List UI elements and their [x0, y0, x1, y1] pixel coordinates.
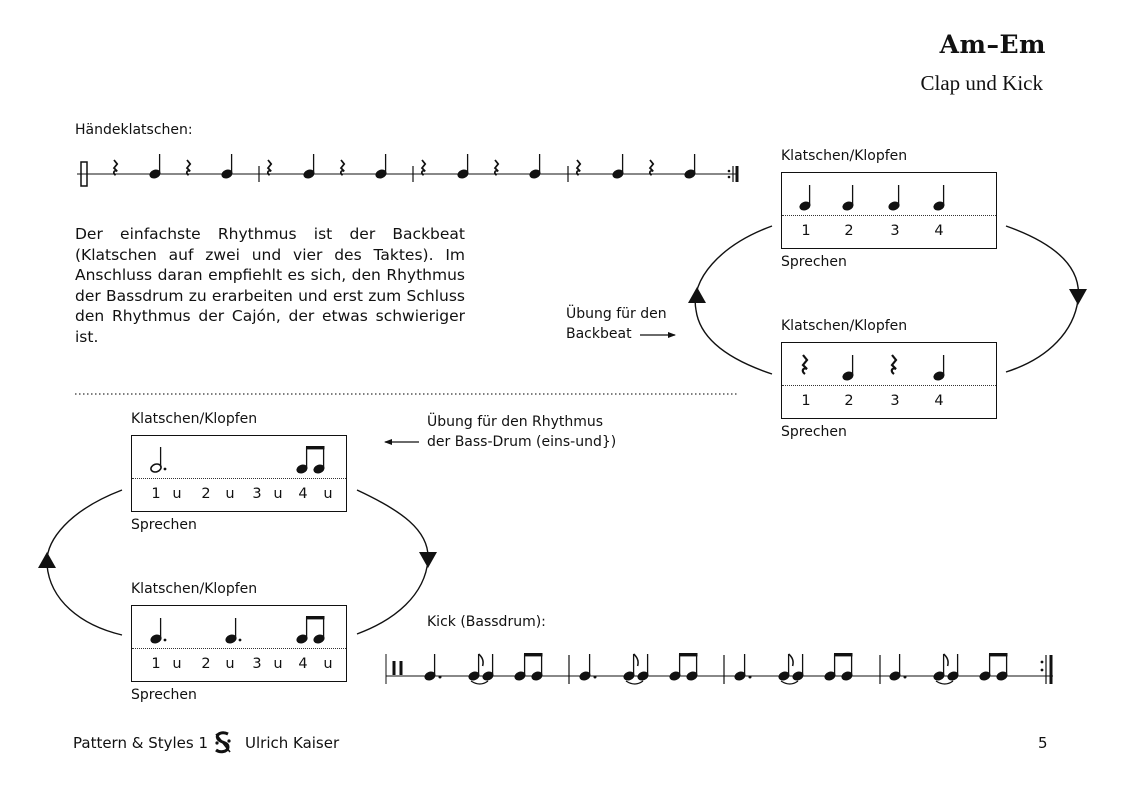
page-number: 5: [1038, 734, 1048, 752]
page-title: Am–Em: [939, 30, 1046, 59]
quarter-rest: [577, 160, 580, 175]
count: 1: [151, 656, 161, 672]
count: 4: [298, 486, 308, 502]
note-head: [375, 169, 387, 180]
note-head: [529, 169, 541, 180]
note-head: [734, 671, 746, 682]
note-head: [468, 671, 480, 682]
count: 2: [844, 393, 854, 409]
backbeat-box-bottom: [781, 342, 997, 419]
backbeat-box-top: [781, 172, 997, 249]
note-head: [623, 671, 635, 682]
count: u: [225, 486, 235, 502]
note-head: [303, 169, 315, 180]
quarter-rest: [187, 160, 190, 175]
note-head: [841, 671, 853, 682]
kick-box-top-speak: Sprechen: [131, 517, 197, 533]
note-head: [979, 671, 991, 682]
count: u: [172, 486, 182, 502]
count: u: [323, 486, 333, 502]
kick-box-bottom-speak: Sprechen: [131, 687, 197, 703]
page-subtitle: Clap und Kick: [920, 71, 1043, 95]
quarter-rest: [495, 160, 498, 175]
note-head: [778, 671, 790, 682]
count: 4: [934, 393, 944, 409]
note-head: [947, 671, 959, 682]
quarter-rest: [341, 160, 344, 175]
note-head: [637, 671, 649, 682]
publisher-logo-icon: [212, 731, 234, 755]
note-head: [482, 671, 494, 682]
count: 1: [801, 393, 811, 409]
backbeat-box-top-speak: Sprechen: [781, 254, 847, 270]
backbeat-note-line2: Backbeat: [566, 326, 632, 342]
kick-box-top-label: Klatschen/Klopfen: [131, 411, 258, 427]
kick-box-top: [131, 435, 347, 512]
kick-box-bottom-label: Klatschen/Klopfen: [131, 581, 258, 597]
count: 1: [801, 223, 811, 239]
note-head: [579, 671, 591, 682]
quarter-rest: [803, 355, 807, 374]
backbeat-note-line1: Übung für den: [566, 306, 667, 322]
kick-box-bottom-notes: [132, 606, 348, 650]
note-head: [612, 169, 624, 180]
note-head: [686, 671, 698, 682]
note-head: [149, 169, 161, 180]
note-head: [669, 671, 681, 682]
kick-staff-label: Kick (Bassdrum):: [427, 614, 546, 630]
count: 2: [201, 656, 211, 672]
note-head: [792, 671, 804, 682]
count: 2: [844, 223, 854, 239]
note-head: [889, 671, 901, 682]
backbeat-box-bottom-speak: Sprechen: [781, 424, 847, 440]
kick-box-bottom: [131, 605, 347, 682]
count: 2: [201, 486, 211, 502]
note-head: [824, 671, 836, 682]
count: u: [273, 656, 283, 672]
clap-staff-label: Händeklatschen:: [75, 122, 193, 138]
note-head: [221, 169, 233, 180]
count: 3: [890, 223, 900, 239]
count: 1: [151, 486, 161, 502]
note-head: [996, 671, 1008, 682]
note-head: [933, 671, 945, 682]
count: u: [323, 656, 333, 672]
backbeat-box-top-notes: [782, 173, 998, 217]
kick-note-line1: Übung für den Rhythmus: [427, 414, 604, 430]
footer-author: Ulrich Kaiser: [245, 734, 340, 752]
note-head: [684, 169, 696, 180]
count: 4: [934, 223, 944, 239]
note-head: [514, 671, 526, 682]
kick-note-line2: der Bass-Drum (eins-und}): [427, 434, 617, 450]
note-head: [531, 671, 543, 682]
count: 4: [298, 656, 308, 672]
count: u: [172, 656, 182, 672]
quarter-rest: [650, 160, 653, 175]
quarter-rest: [892, 355, 896, 374]
count: 3: [252, 486, 262, 502]
quarter-rest: [114, 160, 117, 175]
quarter-rest: [268, 160, 271, 175]
backbeat-box-bottom-label: Klatschen/Klopfen: [781, 318, 908, 334]
kick-box-top-notes: [132, 436, 348, 480]
note-head: [457, 169, 469, 180]
backbeat-box-top-label: Klatschen/Klopfen: [781, 148, 908, 164]
intro-paragraph: Der einfachste Rhythmus ist der Backbeat (Klatschen auf zwei und vier des Taktes). Im Anschluss daran empfiehlt es sich, den Rhythmus der Bassdrum zu erarbeiten und erst zum Schluss den Rhythmus der Cajón, der etwas schwieriger ist.: [75, 225, 465, 346]
count: u: [273, 486, 283, 502]
backbeat-box-bottom-notes: [782, 343, 998, 387]
footer-book-title: Pattern & Styles 1: [73, 734, 208, 752]
count: 3: [252, 656, 262, 672]
quarter-rest: [422, 160, 425, 175]
count: u: [225, 656, 235, 672]
note-head: [424, 671, 436, 682]
count: 3: [890, 393, 900, 409]
